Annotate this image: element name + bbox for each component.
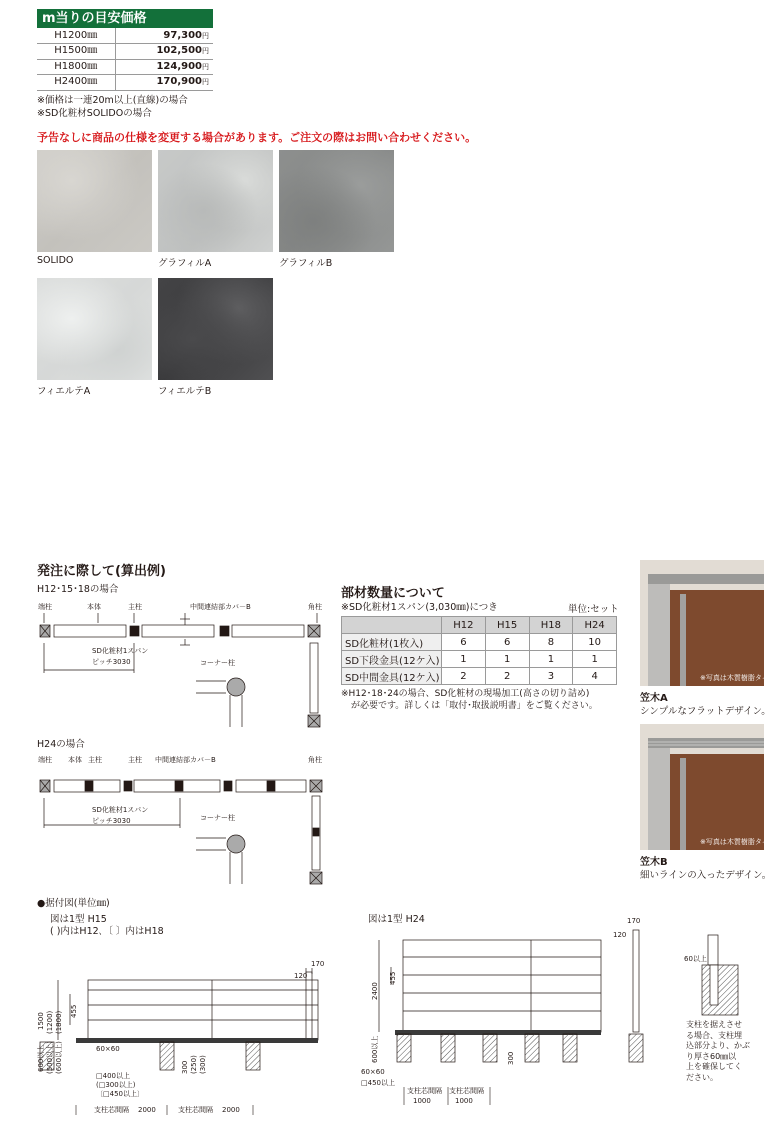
photo-name: 笠木B — [640, 857, 668, 868]
order-title: 発注に際して(算出例) — [37, 564, 166, 579]
dim-120: 120 — [613, 931, 627, 939]
pitch-label: 支柱芯間隔 — [407, 1087, 442, 1095]
label-span: SD化粧材1スパン — [92, 647, 149, 655]
dim-1800: (1800) — [55, 1010, 63, 1034]
install-drawing-left — [36, 950, 336, 1125]
qty-cell: 4 — [573, 668, 617, 685]
order-case-1: H12･15･18の場合 — [37, 584, 119, 595]
dim-170: 170 — [627, 917, 641, 925]
dim-455: 455 — [70, 1004, 78, 1018]
qty-cell: 2 — [485, 668, 529, 685]
photo-desc: 細いラインの入ったデザイン。 — [640, 870, 772, 881]
dim-600b: (600以上) — [55, 1041, 63, 1074]
table-row — [342, 651, 617, 668]
table-row — [37, 75, 213, 91]
price-cell: 170,900円 — [115, 75, 213, 91]
parts-subtitle: ※SD化粧材1スパン(3,030㎜)につき — [341, 602, 498, 613]
label-joint-cover: 中間連結部カバ－B — [190, 603, 251, 611]
swatch-label: フィエルテA — [37, 386, 91, 397]
dim-400: □400以上 — [96, 1072, 130, 1080]
dim-60x60: 60×60 — [96, 1045, 120, 1053]
height-cell: H2400㎜ — [37, 75, 115, 91]
height-cell: H1800㎜ — [37, 59, 115, 75]
price-note-2: ※SD化粧材SOLIDOの場合 — [37, 108, 152, 119]
header-h15: H15 — [485, 617, 529, 634]
qty-cell: 1 — [573, 651, 617, 668]
swatch-graphil-a — [158, 150, 273, 252]
label-corner-post: 角柱 — [308, 603, 322, 611]
table-row — [342, 668, 617, 685]
plan-diagram-1 — [30, 595, 330, 735]
price-note-1: ※価格は一連20m以上(直線)の場合 — [37, 95, 188, 106]
label-body: 本体 — [87, 603, 101, 611]
dim-300v2: (300) — [199, 1055, 207, 1074]
dim-120: 120 — [294, 972, 308, 980]
blank-header — [342, 617, 442, 634]
install-side-note: 支柱を据えさせ る場合、支柱埋 込部分より、かぶ り厚さ60㎜以 上を確保してく ださい。 — [686, 1020, 750, 1082]
part-name: SD化粧材(1枚入) — [342, 634, 442, 651]
dim-1200: (1200) — [46, 1010, 54, 1034]
dim-300v: 300 — [507, 1051, 515, 1065]
dim-170: 170 — [311, 960, 325, 968]
dim-250v: (250) — [190, 1055, 198, 1074]
parts-note-2: が必要です。詳しくは「取付･取扱説明書」をご覧ください。 — [351, 701, 598, 711]
parts-title: 部材数量について — [341, 586, 445, 601]
order-case-2: H24の場合 — [37, 739, 85, 750]
qty-cell: 2 — [442, 668, 486, 685]
label-main-post: 主柱 — [128, 603, 142, 611]
install-left-title: 図は1型 H15 — [50, 914, 107, 925]
dim-2400: 2400 — [371, 982, 379, 1000]
dim-60x60: 60×60 — [361, 1068, 385, 1076]
dim-60-min: 60以上 — [684, 955, 707, 963]
price-cell: 124,900円 — [115, 59, 213, 75]
label-corner-post: 角柱 — [308, 756, 322, 764]
swatch-solido — [37, 150, 152, 252]
price-cell: 102,500円 — [115, 44, 213, 60]
install-title: ●据付図(単位㎜) — [37, 898, 110, 909]
label-joint-cover: 中間連結部カバ－B — [155, 756, 216, 764]
height-cell: H1500㎜ — [37, 44, 115, 60]
label-corner: コーナー柱 — [200, 659, 235, 667]
label-body: 本体 — [68, 756, 82, 764]
photo-kasagi-a — [640, 560, 776, 686]
label-end-post: 端柱 — [38, 756, 52, 764]
dim-500: (500以上) — [46, 1041, 54, 1074]
price-table — [37, 28, 213, 91]
dim-600: 600以上 — [37, 1044, 45, 1072]
dim-1500: 1500 — [37, 1012, 45, 1030]
photo-caption: ※写真は木質樹脂タイプ — [700, 838, 776, 846]
parts-unit: 単位:セット — [568, 604, 619, 615]
header-h18: H18 — [529, 617, 573, 634]
header-h24: H24 — [573, 617, 617, 634]
swatch-label: SOLIDO — [37, 255, 74, 266]
header-h12: H12 — [442, 617, 486, 634]
pitch-1000-2: 1000 — [455, 1097, 473, 1105]
dim-450b: □450以上 — [361, 1079, 395, 1087]
qty-cell: 6 — [485, 634, 529, 651]
photo-kasagi-b — [640, 724, 776, 850]
pitch-2000-2: 2000 — [222, 1106, 240, 1114]
dim-300v: 300 — [181, 1060, 189, 1074]
qty-cell: 1 — [442, 651, 486, 668]
label-main-post-2: 主柱 — [128, 756, 142, 764]
label-corner: コーナー柱 — [200, 814, 235, 822]
table-header-row — [342, 617, 617, 634]
table-row — [342, 634, 617, 651]
pitch-2000: 2000 — [138, 1106, 156, 1114]
swatch-graphil-b — [279, 150, 394, 252]
swatch-label: グラフィルB — [279, 258, 333, 269]
parts-note-1: ※H12･18･24の場合、SD化粧材の現場加工(高さの切り詰め) — [341, 689, 590, 699]
label-span: SD化粧材1スパン — [92, 806, 149, 814]
pitch-label-2: 支柱芯間隔 — [178, 1106, 213, 1114]
label-main-post: 主柱 — [88, 756, 102, 764]
label-end-post: 端柱 — [38, 603, 52, 611]
photo-name: 笠木A — [640, 693, 668, 704]
pitch-1000: 1000 — [413, 1097, 431, 1105]
qty-cell: 6 — [442, 634, 486, 651]
qty-cell: 8 — [529, 634, 573, 651]
parts-table — [341, 616, 617, 685]
qty-cell: 3 — [529, 668, 573, 685]
swatch-label: フィエルテB — [158, 386, 212, 397]
dim-300: (□300以上) — [96, 1081, 136, 1089]
qty-cell: 10 — [573, 634, 617, 651]
part-name: SD中間金具(12ケ入) — [342, 668, 442, 685]
price-table-title: m当りの目安価格 — [37, 9, 213, 28]
swatch-fierte-a — [37, 278, 152, 380]
price-cell: 97,300円 — [115, 28, 213, 44]
qty-cell: 1 — [529, 651, 573, 668]
install-detail — [680, 935, 750, 1025]
qty-cell: 1 — [485, 651, 529, 668]
label-pitch: ピッチ3030 — [92, 658, 131, 666]
photo-desc: シンプルなフラットデザイン。 — [640, 706, 771, 717]
plan-diagram-2 — [30, 748, 330, 888]
dim-455: 455 — [389, 971, 397, 985]
height-cell: H1200㎜ — [37, 28, 115, 44]
pitch-label: 支柱芯間隔 — [94, 1106, 129, 1114]
install-right-title: 図は1型 H24 — [368, 914, 425, 925]
swatch-fierte-b — [158, 278, 273, 380]
table-row — [37, 59, 213, 75]
install-left-sub: ( )内はH12､〔 〕内はH18 — [50, 926, 164, 937]
part-name: SD下段金具(12ケ入) — [342, 651, 442, 668]
pitch-label-2: 支柱芯間隔 — [449, 1087, 484, 1095]
dim-450: 〔□450以上〕 — [96, 1090, 144, 1098]
swatch-label: グラフィルA — [158, 258, 212, 269]
label-pitch: ピッチ3030 — [92, 817, 131, 825]
photo-caption: ※写真は木質樹脂タイプ — [700, 674, 776, 682]
dim-600: 600以上 — [371, 1035, 379, 1063]
table-row — [37, 28, 213, 44]
spec-change-warning: 予告なしに商品の仕様を変更する場合があります。ご注文の際はお問い合わせください。 — [37, 131, 477, 144]
table-row — [37, 44, 213, 60]
